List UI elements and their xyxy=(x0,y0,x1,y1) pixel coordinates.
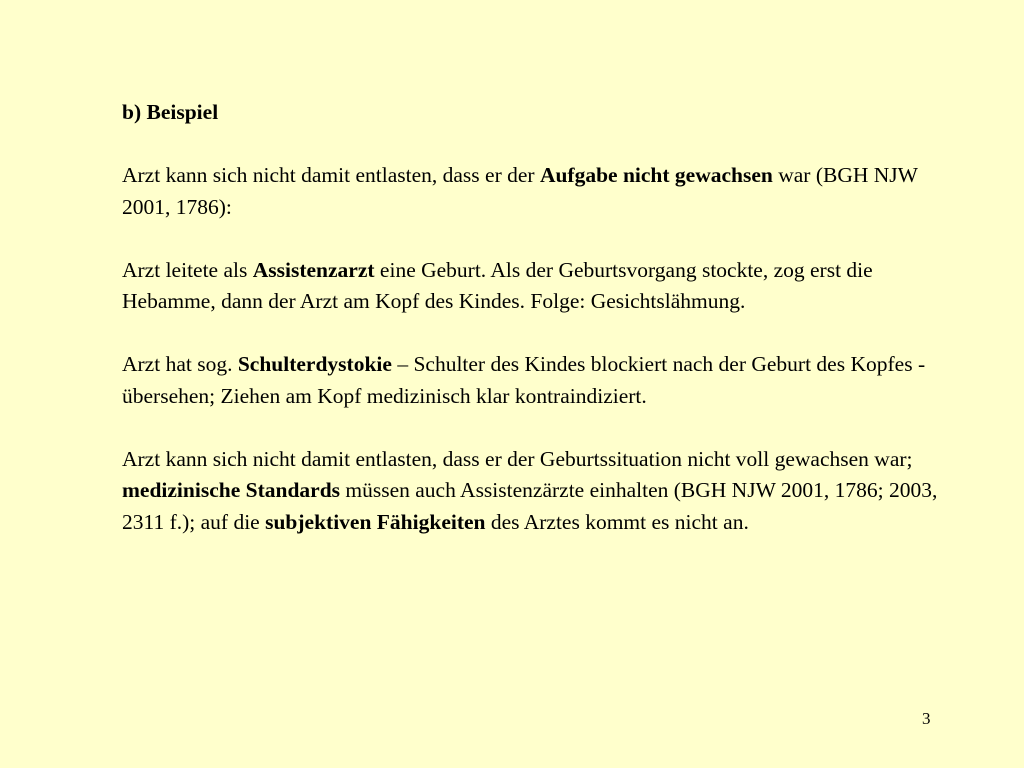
paragraph-3 xyxy=(122,349,952,412)
emphasis-aufgabe: Aufgabe nicht gewachsen xyxy=(539,163,773,187)
text-segment: Arzt kann sich nicht damit entlasten, dass er der Geburtssituation nicht voll gewachsen war; xyxy=(122,446,913,471)
text-segment: Arzt kann sich nicht damit entlasten, dass er der xyxy=(122,163,540,187)
text-segment: müssen auch Assistenzärzte einhalten (BGH NJW 2001, 1786; 2003, 2311 f.); auf die xyxy=(122,478,938,534)
text-segment: – Schulter des Kindes blockiert nach der Geburt des Kopfes - übersehen; Ziehen am Kopf medizinisch klar kontraindiziert. xyxy=(122,352,926,408)
slide-content xyxy=(122,97,952,538)
text-segment: eine Geburt. Als der Geburtsvorgang stockte, zog erst die Hebamme, dann der Arzt am Kopf des Kindes. Folge: Gesichtslähmung. xyxy=(122,257,873,313)
page-number: 3 xyxy=(922,709,931,728)
paragraph-2 xyxy=(122,255,952,318)
text-segment: Arzt hat sog. xyxy=(122,352,238,376)
emphasis-medizinische-standards: medizinische Standards xyxy=(122,478,341,502)
emphasis-assistenzarzt: Assistenzarzt xyxy=(252,257,375,282)
spacer xyxy=(122,223,952,255)
spacer xyxy=(122,129,952,161)
text-segment: des Arztes kommt es nicht an. xyxy=(485,509,749,534)
text-segment: Arzt leitete als xyxy=(122,257,253,282)
emphasis-schulterdystokie: Schulterdystokie xyxy=(237,352,392,376)
emphasis-subjektive-faehigkeiten: subjektiven Fähigkeiten xyxy=(265,509,486,534)
spacer xyxy=(122,318,952,350)
text-segment: war (BGH NJW 2001, 1786): xyxy=(122,163,918,219)
paragraph-1 xyxy=(122,160,952,223)
spacer xyxy=(122,412,952,444)
paragraph-4 xyxy=(122,444,952,539)
slide-heading: b) Beispiel xyxy=(122,100,219,124)
